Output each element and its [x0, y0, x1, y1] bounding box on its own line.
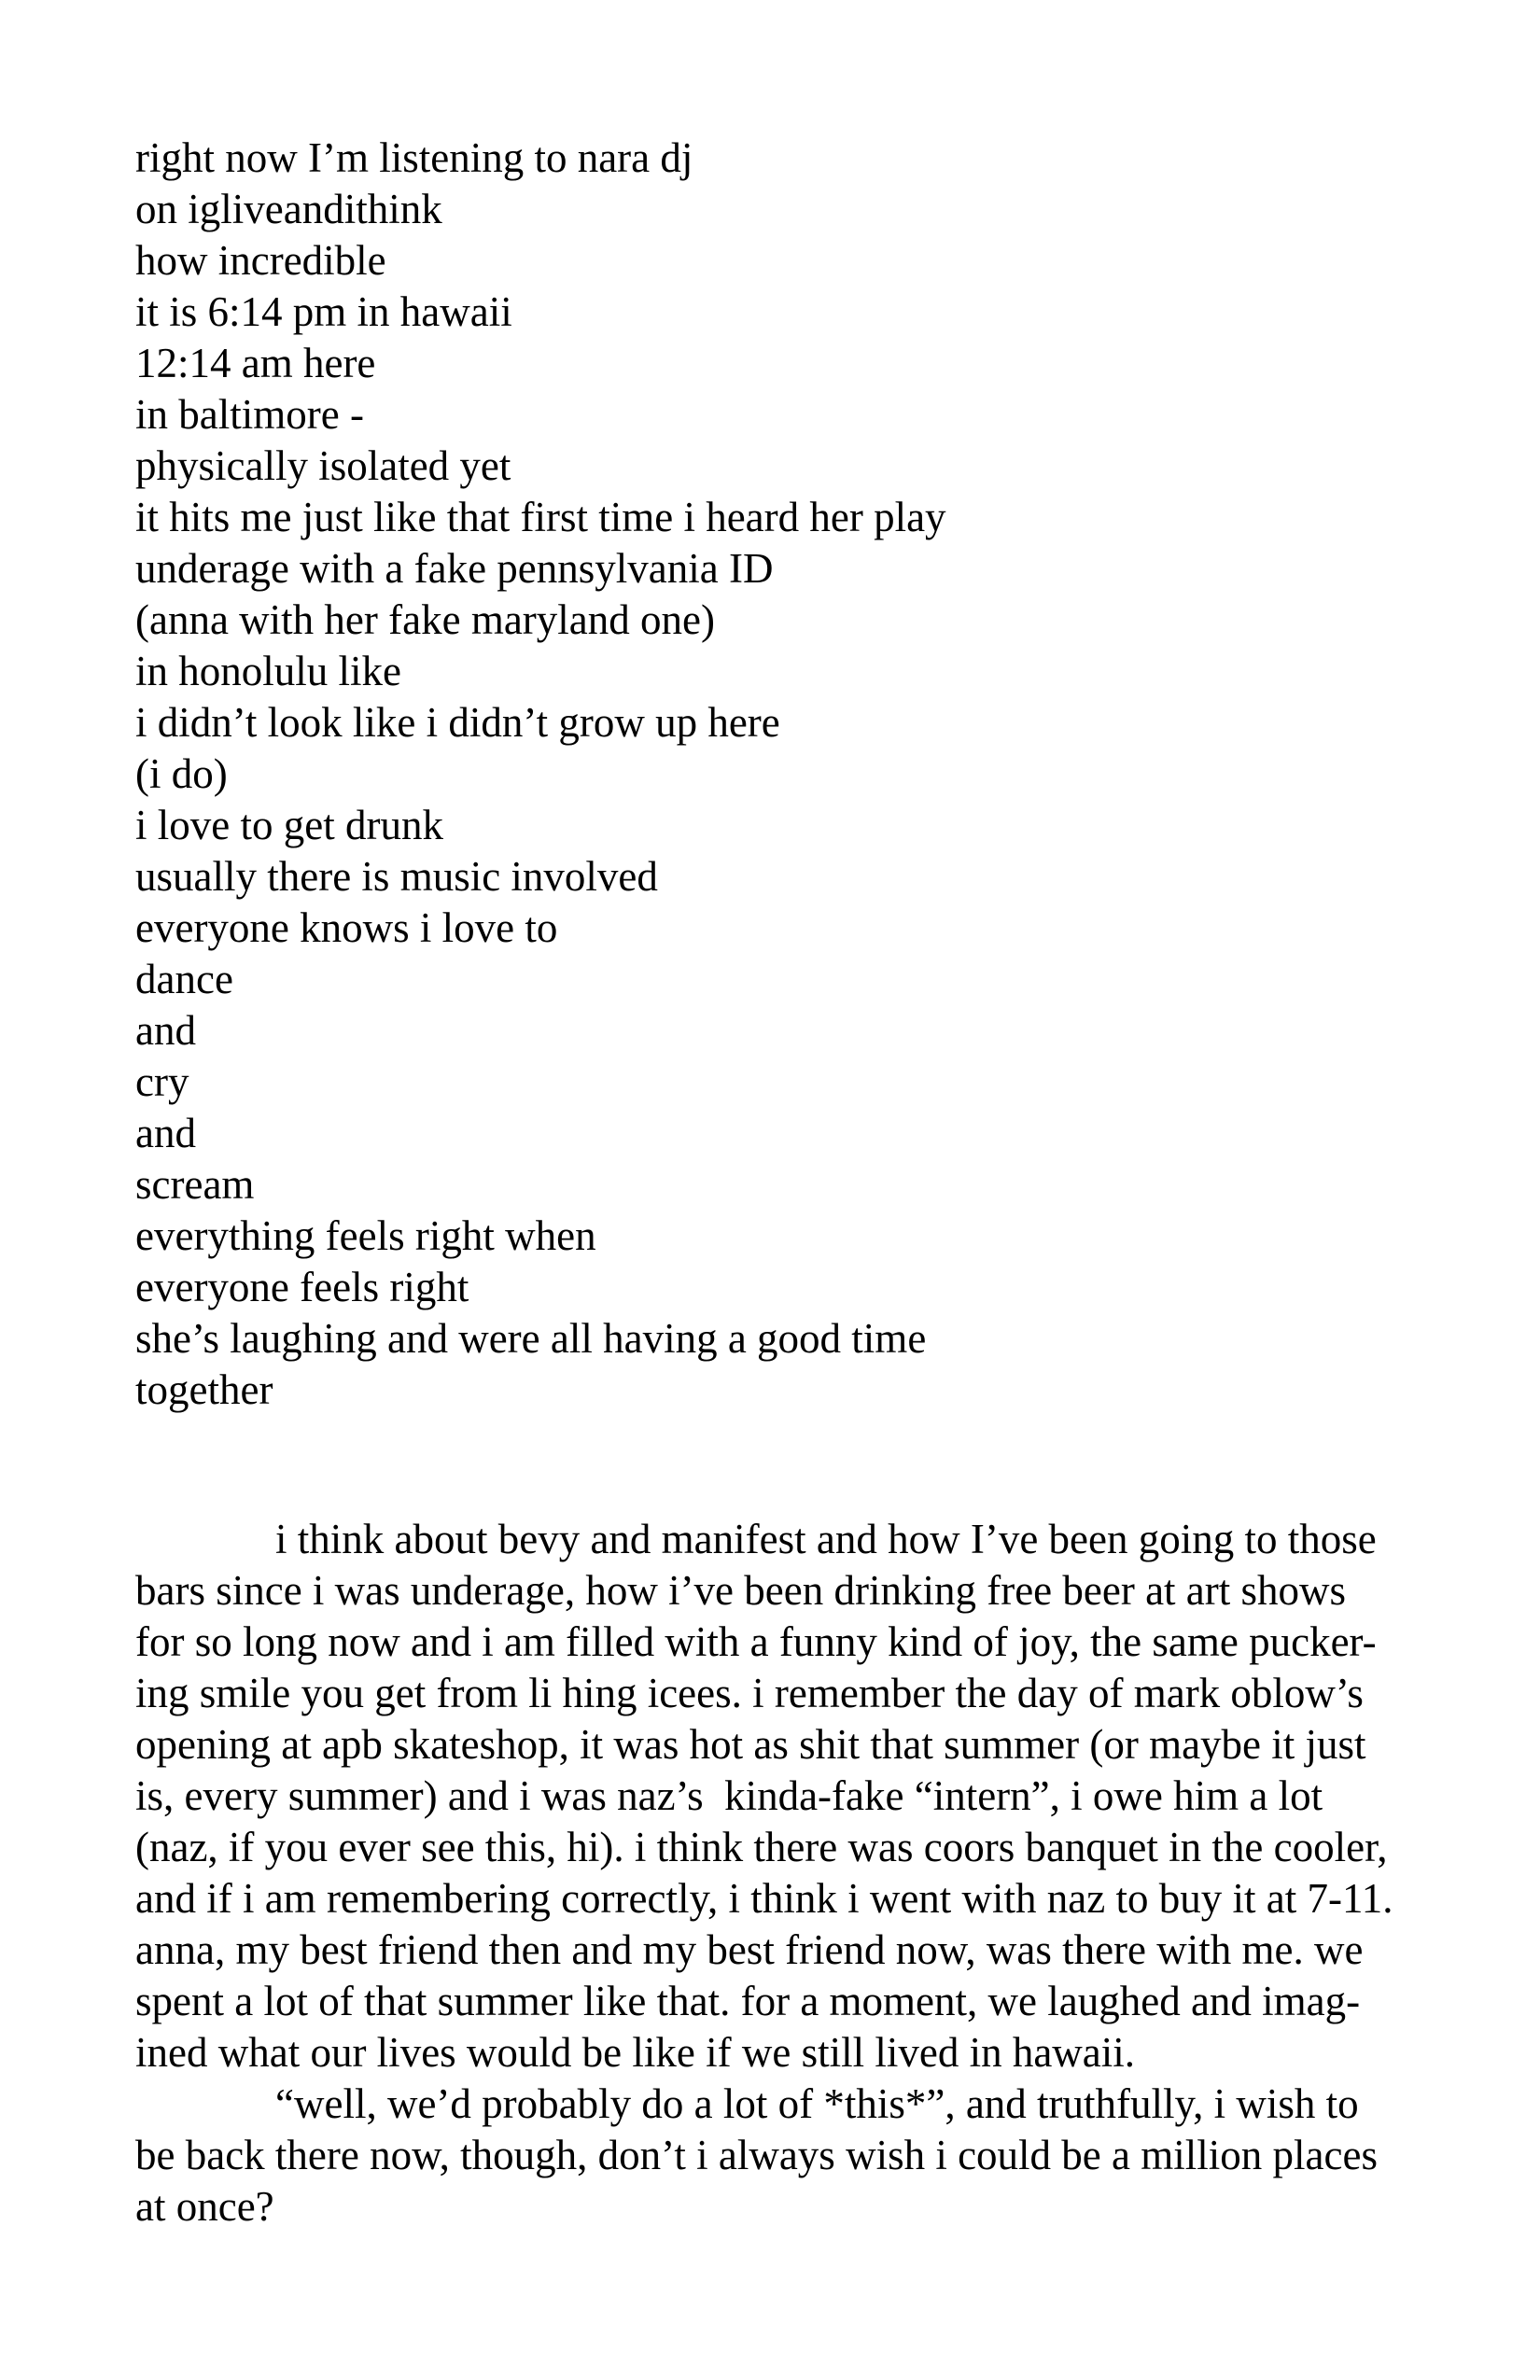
prose-line: and if i am remembering correctly, i think i went with naz to buy it at 7-11.	[135, 1875, 1393, 1922]
poem-line: usually there is music involved	[135, 853, 658, 900]
poem-line: cry	[135, 1058, 189, 1105]
prose-line: ined what our lives would be like if we still lived in hawaii.	[135, 2029, 1136, 2076]
poem-line: i didn’t look like i didn’t grow up here	[135, 699, 780, 746]
poem-line: and	[135, 1110, 196, 1156]
poem-line: everyone feels right	[135, 1264, 469, 1310]
poem-line: 12:14 am here	[135, 340, 376, 386]
prose-line: is, every summer) and i was naz’s kinda-fake “intern”, i owe him a lot	[135, 1772, 1323, 1819]
prose-line: at once?	[135, 2183, 274, 2230]
prose-line: “well, we’d probably do a lot of *this*”, and truthfully, i wish to	[275, 2080, 1359, 2127]
prose-line: bars since i was underage, how i’ve been drinking free beer at art shows	[135, 1567, 1347, 1614]
poem-line: physically isolated yet	[135, 442, 511, 489]
prose-line: spent a lot of that summer like that. for a moment, we laughed and imag-	[135, 1978, 1361, 2024]
poem-line: (i do)	[135, 750, 228, 797]
poem-line: (anna with her fake maryland one)	[135, 596, 715, 643]
prose-line: opening at apb skateshop, it was hot as shit that summer (or maybe it just	[135, 1721, 1366, 1768]
poem-line: dance	[135, 956, 233, 1002]
prose-line: i think about bevy and manifest and how I’ve been going to those	[275, 1516, 1377, 1562]
prose-line: ing smile you get from li hing icees. i remember the day of mark oblow’s	[135, 1670, 1364, 1716]
poem-line: she’s laughing and were all having a good time	[135, 1315, 927, 1362]
prose-line: anna, my best friend then and my best friend now, was there with me. we	[135, 1926, 1364, 1973]
prose-line: for so long now and i am filled with a funny kind of joy, the same pucker-	[135, 1618, 1377, 1665]
poem-line: right now I’m listening to nara dj	[135, 134, 693, 181]
prose-line: (naz, if you ever see this, hi). i think there was coors banquet in the cooler,	[135, 1824, 1388, 1870]
poem-line: together	[135, 1366, 273, 1413]
poem-line: and	[135, 1007, 196, 1054]
poem-line: everyone knows i love to	[135, 904, 558, 951]
poem-block	[135, 133, 1447, 1416]
poem-line: scream	[135, 1161, 255, 1208]
poem-line: it hits me just like that first time i heard her play	[135, 494, 946, 540]
poem-line: everything feels right when	[135, 1212, 596, 1259]
poem-line: underage with a fake pennsylvania ID	[135, 545, 774, 592]
prose-line: be back there now, though, don’t i always wish i could be a million places	[135, 2132, 1378, 2178]
prose-block	[135, 1514, 1447, 2233]
poem-line: it is 6:14 pm in hawaii	[135, 288, 512, 335]
poem-line: i love to get drunk	[135, 802, 443, 848]
poem-line: in honolulu like	[135, 648, 401, 694]
poem-line: how incredible	[135, 237, 386, 284]
poem-line: on igliveandithink	[135, 186, 442, 232]
poem-line: in baltimore -	[135, 391, 364, 438]
